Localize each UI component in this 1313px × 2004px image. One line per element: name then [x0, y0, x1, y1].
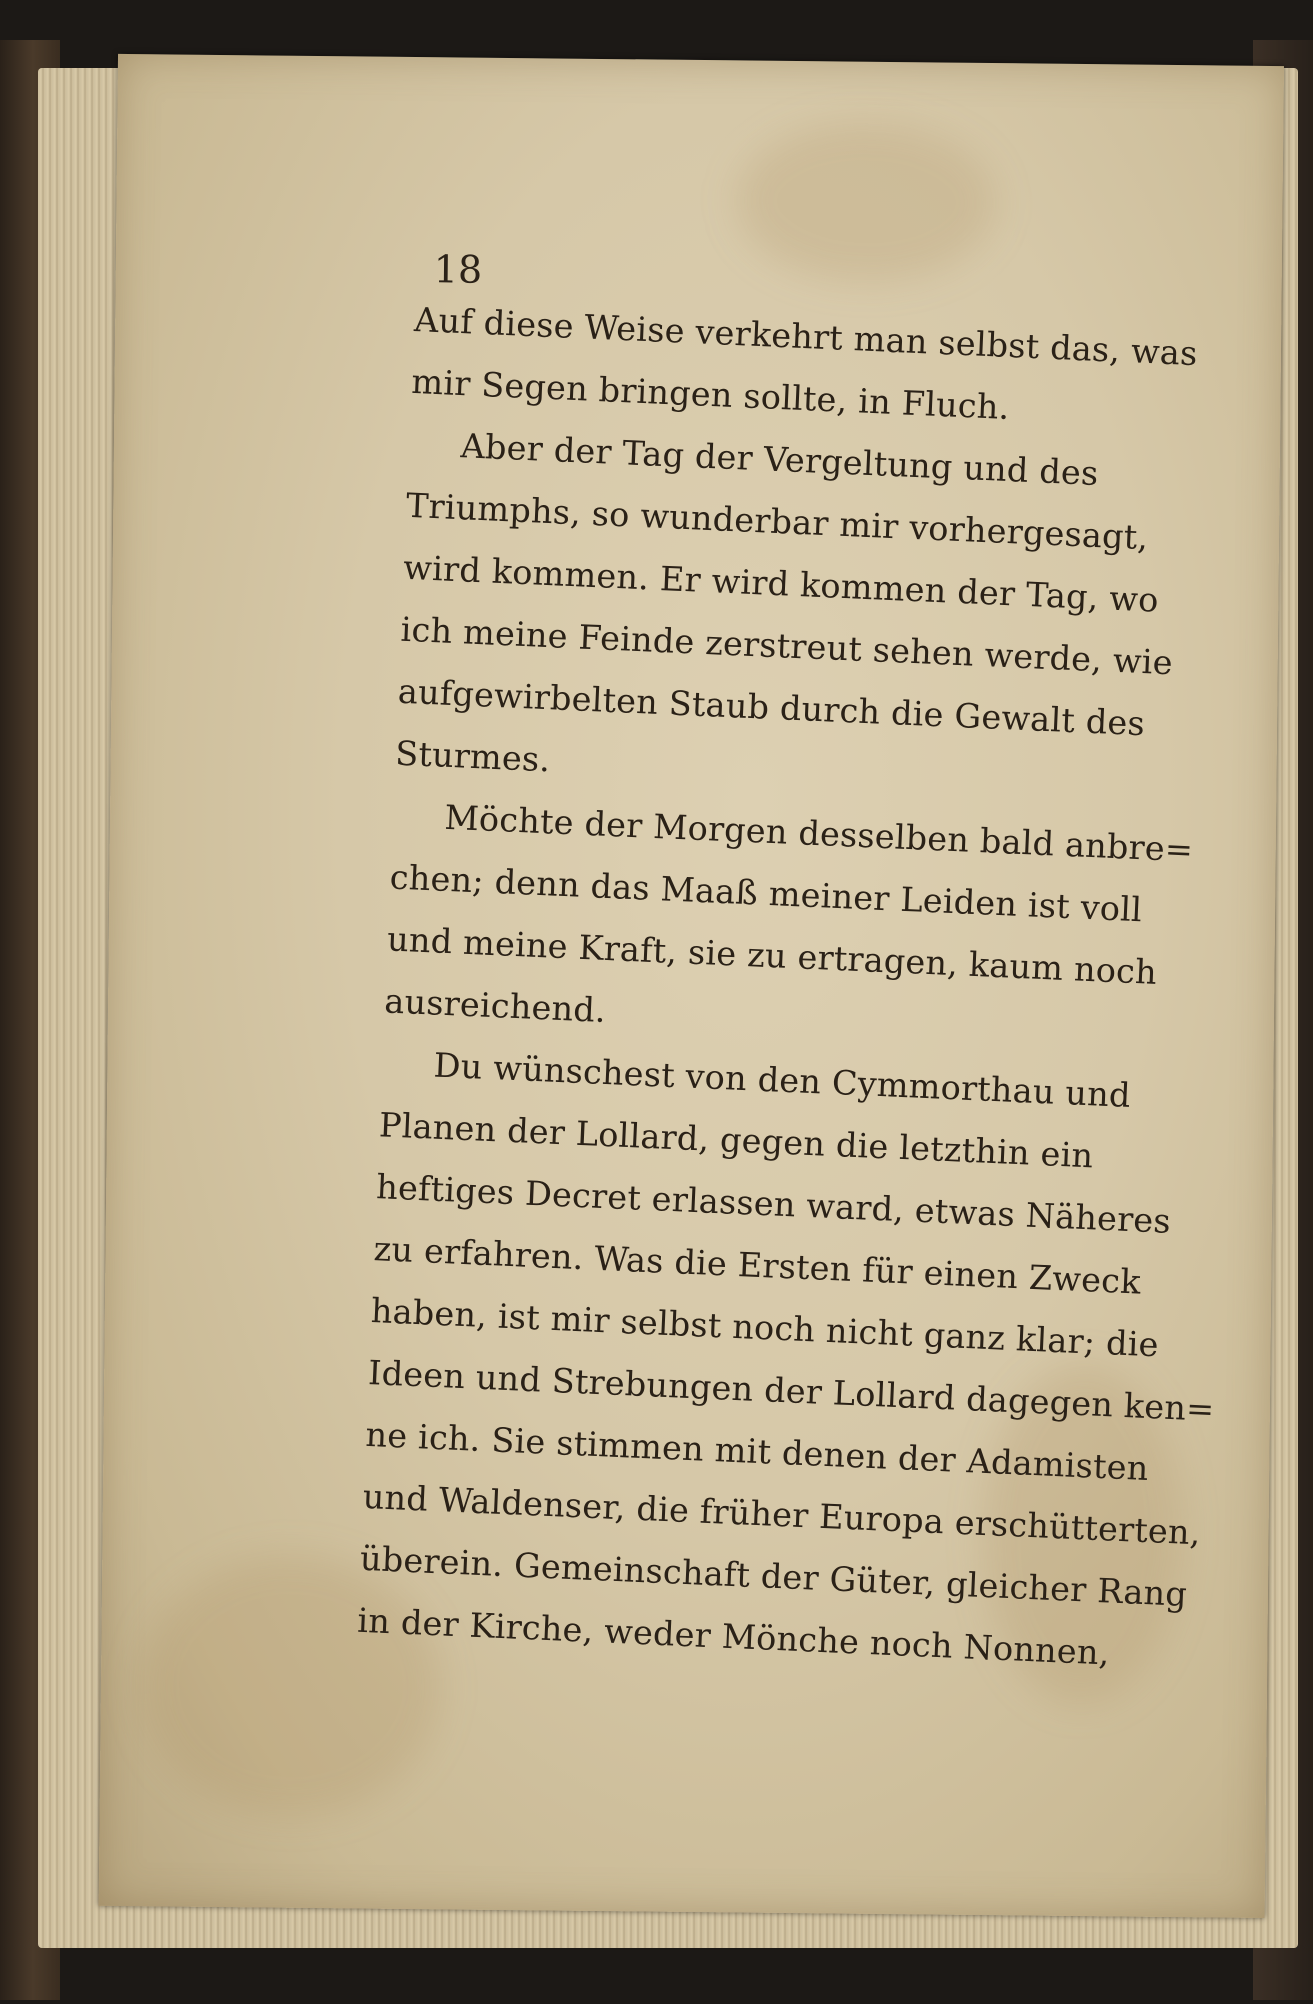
text-line: und meine Kraft, sie zu ertragen, kaum noch — [386, 919, 1158, 992]
text-line: Sturmes. — [394, 733, 552, 780]
text-line: Triumphs, so wunderbar mir vorhergesagt, — [405, 485, 1150, 558]
text-line: Planen der Lollard, gegen die letzthin ein — [378, 1105, 1095, 1176]
page-number: 18 — [433, 247, 483, 292]
text-line: Du wünschest von den Cymmorthau und — [432, 1045, 1132, 1115]
text-line: ne ich. Sie stimmen mit denen der Adamisten — [364, 1414, 1150, 1489]
text-line: haben, ist mir selbst noch nicht ganz klar; die — [370, 1291, 1160, 1365]
text-line: aufgewirbelten Staub durch die Gewalt des — [397, 671, 1146, 744]
text-line: Aber der Tag der Vergeltung und des — [459, 426, 1100, 493]
text-line: mir Segen bringen sollte, in Fluch. — [410, 361, 1011, 428]
text-line: Möchte der Morgen desselben bald anbre= — [443, 797, 1194, 870]
text-line: zu erfahren. Was die Ersten für einen Zweck — [372, 1229, 1142, 1302]
text-line: ich meine Feinde zerstreut sehen werde, wie — [399, 609, 1174, 683]
text-line: überein. Gemeinschaft der Güter, gleicher Rang — [359, 1538, 1188, 1614]
text-line: chen; denn das Maaß meiner Leiden ist voll — [389, 857, 1143, 930]
text-line: wird kommen. Er wird kommen der Tag, wo — [402, 547, 1160, 620]
body-text — [356, 289, 1216, 1685]
text-line: ausreichend. — [383, 981, 607, 1030]
text-line: heftiges Decret erlassen ward, etwas Näheres — [375, 1167, 1172, 1241]
book-page — [99, 54, 1284, 1918]
text-line: Ideen und Strebungen der Lollard dagegen ken= — [367, 1353, 1216, 1429]
text-line: in der Kirche, weder Mönche noch Nonnen, — [356, 1600, 1111, 1673]
text-line: Auf diese Weise verkehrt man selbst das, was — [413, 300, 1199, 374]
paper-stain — [736, 120, 998, 283]
text-line: und Waldenser, die früher Europa erschütterten, — [362, 1476, 1202, 1553]
